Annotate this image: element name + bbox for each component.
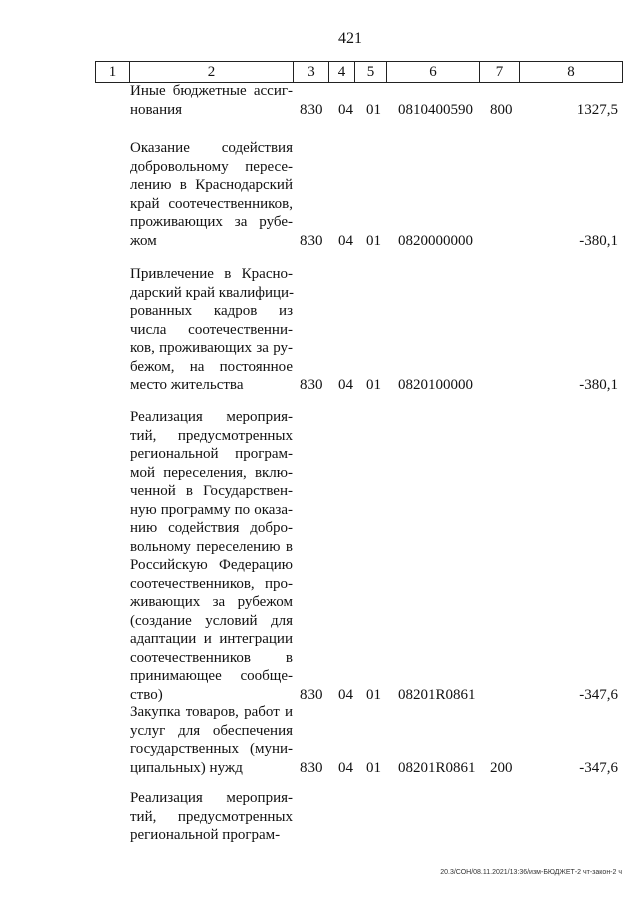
- table-row: [0, 789, 640, 845]
- row-subsection-code: 01: [366, 686, 381, 703]
- row-admin-code: 830: [300, 101, 323, 118]
- description-line: Оказание содействия: [130, 140, 293, 156]
- row-section-code: 04: [338, 377, 353, 393]
- row-amount: 1327,5: [576, 101, 618, 118]
- header-col-5: 5: [355, 62, 387, 82]
- description-line: живающих за рубежом: [130, 594, 293, 610]
- row-admin-code: 830: [300, 686, 323, 703]
- page-number: 421: [338, 30, 362, 47]
- description-line: ную программу по оказа-: [130, 501, 293, 518]
- description-line: Закупка товаров, работ и: [130, 704, 293, 720]
- description-line: ство): [130, 686, 163, 703]
- description-line: нования: [130, 101, 183, 118]
- row-description: [130, 703, 293, 777]
- table-row: [0, 408, 640, 704]
- row-amount: -380,1: [579, 232, 618, 249]
- description-line: дарский край квалифици-: [130, 284, 295, 301]
- description-line: услуг для обеспечения: [130, 722, 293, 739]
- row-subsection-code: 01: [366, 377, 381, 393]
- description-line: Реализация мероприя-: [130, 790, 293, 806]
- table-row: [0, 139, 640, 250]
- row-target-article: 0810400590: [398, 101, 473, 118]
- row-expense-type: 800: [490, 101, 513, 118]
- header-col-2: 2: [130, 62, 294, 82]
- description-line: мой переселения, вклю-: [130, 464, 293, 481]
- row-section-code: 04: [338, 101, 353, 118]
- row-description: [130, 408, 293, 704]
- header-col-6: 6: [387, 62, 480, 82]
- row-description: [130, 265, 293, 395]
- table-row: [0, 82, 640, 119]
- description-line: региональной програм-: [130, 827, 281, 843]
- row-amount: -347,6: [579, 686, 618, 703]
- header-col-4: 4: [329, 62, 355, 82]
- header-col-1: 1: [96, 62, 130, 82]
- description-line: бежом, на постоянное: [130, 358, 293, 375]
- header-col-7: 7: [480, 62, 520, 82]
- table-header-row: [95, 61, 623, 83]
- description-line: Привлечение в Красно-: [130, 266, 293, 282]
- description-line: числа соотечественни-: [130, 321, 293, 338]
- row-description: [130, 82, 293, 119]
- description-line: Реализация мероприя-: [130, 409, 293, 425]
- description-line: принимающее сообще-: [130, 668, 293, 684]
- description-line: соотечественников, про-: [130, 575, 293, 592]
- row-description: [130, 139, 293, 250]
- description-line: край соотечественников,: [130, 195, 293, 212]
- row-target-article: 08201R0861: [398, 759, 476, 776]
- row-expense-type: 200: [490, 759, 513, 776]
- row-amount: -380,1: [579, 377, 618, 393]
- description-line: Иные бюджетные ассиг-: [130, 83, 293, 99]
- description-line: рованных кадров из: [130, 303, 293, 319]
- description-line: место жительства: [130, 377, 244, 393]
- header-col-8: 8: [567, 63, 575, 80]
- description-line: (создание условий для: [130, 612, 293, 629]
- row-amount: -347,6: [579, 759, 618, 776]
- footer-stamp: 20.3/СОН/08.11.2021/13:36/изм-БЮДЖЕТ-2 чт-закон-2 ч: [440, 869, 622, 876]
- description-line: лению в Краснодарский: [130, 177, 293, 193]
- description-line: ков, проживающих за ру-: [130, 340, 293, 356]
- row-target-article: 0820000000: [398, 232, 473, 249]
- description-line: жом: [130, 232, 157, 249]
- description-line: ченной в Государствен-: [130, 483, 293, 499]
- description-line: ципальных) нужд: [130, 759, 243, 776]
- description-line: региональной програм-: [130, 446, 293, 462]
- row-section-code: 04: [338, 232, 353, 249]
- row-subsection-code: 01: [366, 759, 381, 776]
- row-subsection-code: 01: [366, 101, 381, 118]
- description-line: проживающих за рубе-: [130, 214, 293, 230]
- row-section-code: 04: [338, 686, 353, 703]
- row-subsection-code: 01: [366, 232, 381, 249]
- description-line: тий, предусмотренных: [130, 808, 293, 825]
- row-target-article: 08201R0861: [398, 686, 476, 703]
- row-section-code: 04: [338, 759, 353, 776]
- description-line: нию содействия добро-: [130, 520, 293, 536]
- description-line: добровольному пересе-: [130, 158, 293, 175]
- description-line: государственных (муни-: [130, 741, 293, 757]
- header-col-3: 3: [294, 62, 329, 82]
- row-description: [130, 789, 293, 845]
- row-admin-code: 830: [300, 232, 323, 249]
- description-line: вольному переселению в: [130, 538, 293, 555]
- table-row: [0, 703, 640, 777]
- description-line: тий, предусмотренных: [130, 427, 293, 444]
- row-admin-code: 830: [300, 377, 323, 393]
- description-line: соотечественников в: [130, 649, 293, 666]
- description-line: Российскую Федерацию: [130, 557, 293, 573]
- row-admin-code: 830: [300, 759, 323, 776]
- description-line: адаптации и интеграции: [130, 631, 293, 647]
- table-row: [0, 265, 640, 395]
- row-target-article: 0820100000: [398, 377, 473, 393]
